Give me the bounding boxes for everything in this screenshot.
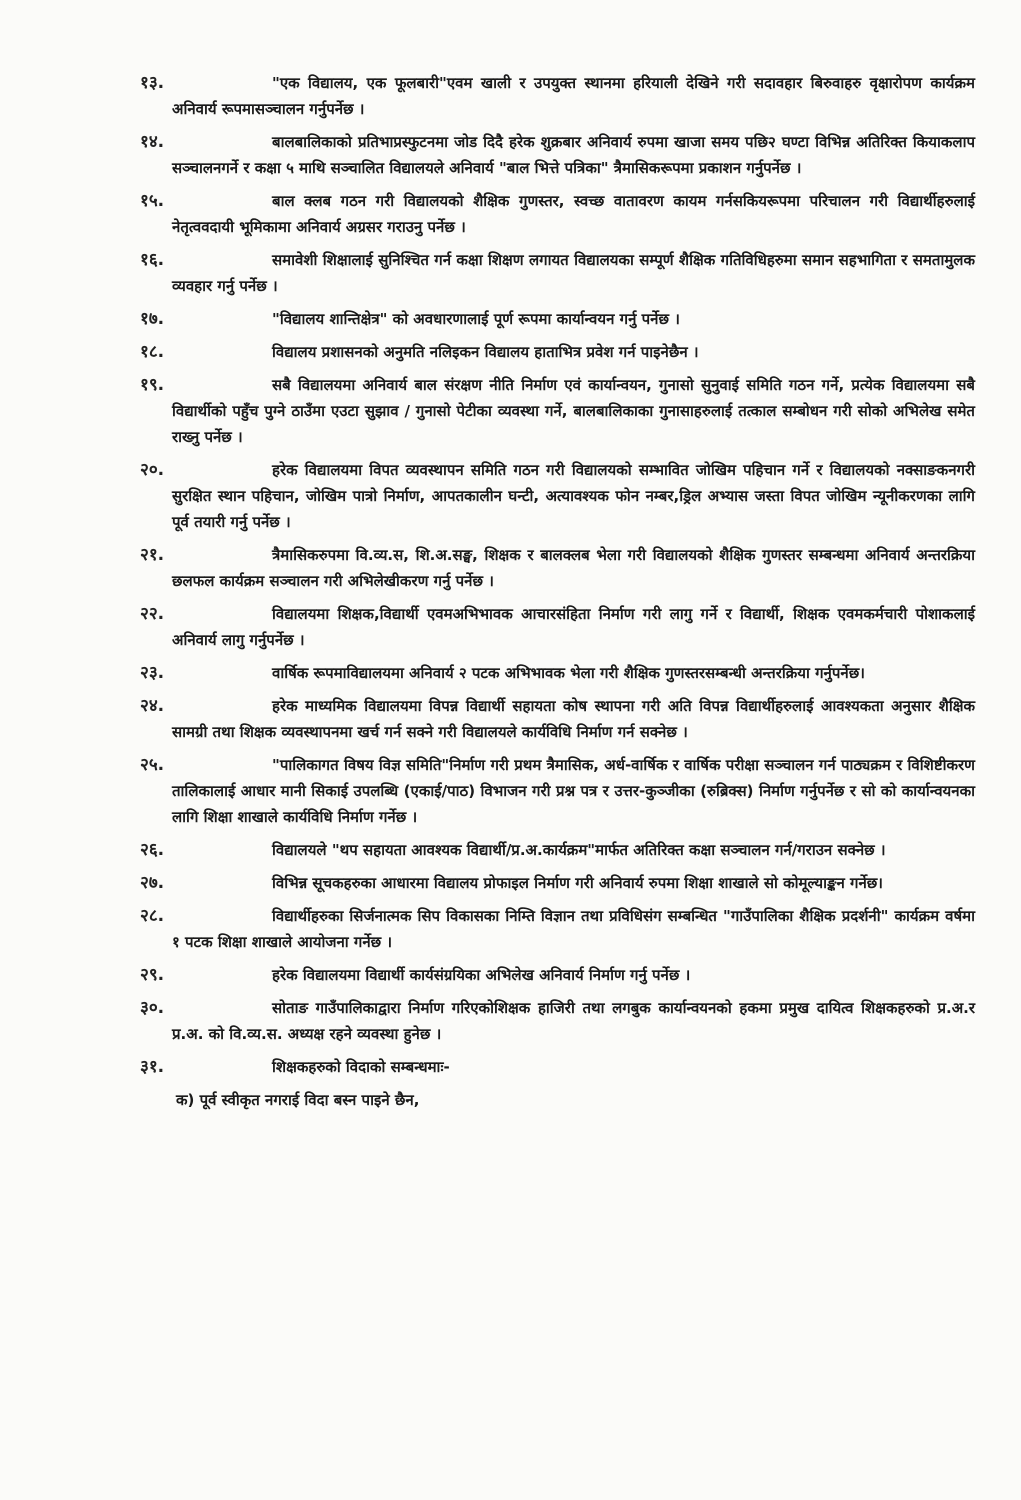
list-item — [140, 1054, 975, 1080]
item-number: २९. — [140, 965, 165, 985]
item-number: १५. — [140, 191, 165, 211]
list-item — [140, 188, 975, 240]
item-text: "विद्यालय शान्तिक्षेत्र" को अवधारणालाई पूर्ण रूपमा कार्यान्वयन गर्नु पर्नेछ । — [272, 310, 680, 328]
list-item — [140, 339, 975, 365]
item-text: विभिन्न सूचकहरुका आधारमा विद्यालय प्रोफाइल निर्माण गरी अनिवार्य रुपमा शिक्षा शाखाले सो कोमूल्याङ्कन गर्नेछ। — [272, 874, 883, 892]
item-text: बालबालिकाको प्रतिभाप्रस्फुटनमा जोड दिदै हरेक शुक्रबार अनिवार्य रुपमा खाजा समय पछि२ घण्टा विभिन्न अतिरिक्त कियाकलाप सञ्चालनगर्ने र कक्षा ५ माथि सञ्चालित विद्यालयले अनिवार्य "बाल भित्ते पत्रिका" त्रैमासिकरूपमा प्रकाशन गर्नुपर्नेछ । — [172, 133, 975, 177]
list-item — [140, 129, 975, 181]
item-text: विद्यालयले "थप सहायता आवश्यक विद्यार्थी/प्र.अ.कार्यक्रम"मार्फत अतिरिक्त कक्षा सञ्चालन गर्न/गराउन सक्नेछ । — [272, 841, 886, 859]
list-item — [140, 660, 975, 686]
item-number: २४. — [140, 696, 165, 716]
item-number: २८. — [140, 906, 165, 926]
list-item — [140, 247, 975, 299]
list-item — [140, 70, 975, 122]
list-item — [140, 601, 975, 653]
item-number: २५. — [140, 755, 165, 775]
item-text: विद्यालय प्रशासनको अनुमति नलिइकन विद्यालय हाताभित्र प्रवेश गर्न पाइनेछैन । — [272, 343, 699, 361]
item-text: वार्षिक रूपमाविद्यालयमा अनिवार्य २ पटक अभिभावक भेला गरी शैक्षिक गुणस्तरसम्बन्धी अन्तरक्रिया गर्नुपर्नेछ। — [272, 664, 865, 682]
list-item — [140, 306, 975, 332]
item-number: ३१. — [140, 1057, 165, 1077]
list-item — [140, 542, 975, 594]
item-text: "एक विद्यालय, एक फूलबारी"एवम खाली र उपयुक्त स्थानमा हरियाली देखिने गरी सदावहार बिरुवाहरु वृक्षारोपण कार्यक्रम अनिवार्य रूपमासञ्चालन गर्नुपर्नेछ । — [172, 74, 975, 118]
document-body — [140, 70, 975, 1113]
item-number: २१. — [140, 545, 165, 565]
item-text: सोताङ गाउँपालिकाद्वारा निर्माण गरिएकोशिक्षक हाजिरी तथा लगबुक कार्यान्वयनको हकमा प्रमुख दायित्व शिक्षकहरुको प्र.अ.र प्र.अ. को वि.व्य.स. अध्यक्ष रहने व्यवस्था हुनेछ । — [172, 999, 975, 1043]
list-item — [140, 752, 975, 830]
list-item — [140, 372, 975, 450]
list-item — [140, 837, 975, 863]
item-text: हरेक विद्यालयमा विद्यार्थी कार्यसंग्रयिका अभिलेख अनिवार्य निर्माण गर्नु पर्नेछ । — [272, 966, 691, 984]
item-text: सबै विद्यालयमा अनिवार्य बाल संरक्षण नीति निर्माण एवं कार्यान्वयन, गुनासो सुनुवाई समिति गठन गर्ने, प्रत्येक विद्यालयमा सबै विद्यार्थीको पहुँच पुग्ने ठाउँमा एउटा सुझाव / गुनासो पेटीका व्यवस्था गर्ने, बालबालिकाका गुनासाहरुलाई तत्काल सम्बोधन गरी सोको अभिलेख समेत राख्नु पर्नेछ । — [172, 376, 975, 446]
sub-item: क) पूर्व स्वीकृत नगराई विदा बस्न पाइने छैन, — [176, 1091, 420, 1109]
item-text: समावेशी शिक्षालाई सुनिश्चित गर्न कक्षा शिक्षण लगायत विद्यालयका सम्पूर्ण शैक्षिक गतिविधिहरुमा समान सहभागिता र समतामुलक व्यवहार गर्नु पर्नेछ । — [172, 251, 975, 295]
item-number: १८. — [140, 342, 165, 362]
list-item — [140, 693, 975, 745]
item-number: २३. — [140, 663, 165, 683]
list-item — [140, 870, 975, 896]
item-number: २६. — [140, 840, 165, 860]
item-number: १३. — [140, 73, 165, 93]
item-text: त्रैमासिकरुपमा वि.व्य.स, शि.अ.सङ्घ, शिक्षक र बालक्लब भेला गरी विद्यालयको शैक्षिक गुणस्तर सम्बन्धमा अनिवार्य अन्तरक्रिया छलफल कार्यक्रम सञ्चालन गरी अभिलेखीकरण गर्नु पर्नेछ । — [172, 546, 975, 590]
list-item — [140, 962, 975, 988]
item-number: ३०. — [140, 998, 165, 1018]
item-text: बाल क्लब गठन गरी विद्यालयको शैक्षिक गुणस्तर, स्वच्छ वातावरण कायम गर्नसकियरूपमा परिचालन गरी विद्यार्थीहरुलाई नेतृत्ववदायी भूमिकामा अनिवार्य अग्रसर गराउनु पर्नेछ । — [172, 192, 975, 236]
item-number: १४. — [140, 132, 165, 152]
item-number: २७. — [140, 873, 165, 893]
list-item — [140, 457, 975, 535]
item-text: हरेक विद्यालयमा विपत व्यवस्थापन समिति गठन गरी विद्यालयको सम्भावित जोखिम पहिचान गर्ने र विद्यालयको नक्साङकनगरी सुरक्षित स्थान पहिचान, जोखिम पात्रो निर्माण, आपतकालीन घन्टी, अत्यावश्यक फोन नम्बर,ड्रिल अभ्यास जस्ता विपत जोखिम न्यूनीकरणका लागि पूर्व तयारी गर्नु पर्नेछ । — [172, 461, 975, 531]
item-text: शिक्षकहरुको विदाको सम्बन्धमाः- — [272, 1058, 450, 1076]
item-number: २२. — [140, 604, 165, 624]
item-number: १६. — [140, 250, 165, 270]
list-item — [140, 995, 975, 1047]
item-text: विद्यार्थीहरुका सिर्जनात्मक सिप विकासका निम्ति विज्ञान तथा प्रविधिसंग सम्बन्धित "गाउँपालिका शैक्षिक प्रदर्शनी" कार्यक्रम वर्षमा १ पटक शिक्षा शाखाले आयोजना गर्नेछ । — [172, 907, 975, 951]
item-text: हरेक माध्यमिक विद्यालयमा विपन्न विद्यार्थी सहायता कोष स्थापना गरी अति विपन्न विद्यार्थीहरुलाई आवश्यकता अनुसार शैक्षिक सामग्री तथा शिक्षक व्यवस्थापनमा खर्च गर्न सक्ने गरी विद्यालयले कार्यविधि निर्माण गर्न सक्नेछ । — [172, 697, 975, 741]
item-number: १७. — [140, 309, 165, 329]
item-number: १९. — [140, 375, 165, 395]
item-text: विद्यालयमा शिक्षक,विद्यार्थी एवमअभिभावक आचारसंहिता निर्माण गरी लागु गर्ने र विद्यार्थी, शिक्षक एवमकर्मचारी पोशाकलाई अनिवार्य लागु गर्नुपर्नेछ । — [172, 605, 975, 649]
item-number: २०. — [140, 460, 165, 480]
item-text: "पालिकागत विषय विज्ञ समिति"निर्माण गरी प्रथम त्रैमासिक, अर्ध-वार्षिक र वार्षिक परीक्षा सञ्चालन गर्न पाठ्यक्रम र विशिष्टीकरण तालिकालाई आधार मानी सिकाई उपलब्धि (एकाई/पाठ) विभाजन गरी प्रश्न पत्र र उत्तर-कुञ्जीका (रुब्रिक्स) निर्माण गर्नुपर्नेछ र सो को कार्यान्वयनका लागि शिक्षा शाखाले कार्यविधि निर्माण गर्नेछ । — [172, 756, 975, 826]
list-item — [140, 903, 975, 955]
